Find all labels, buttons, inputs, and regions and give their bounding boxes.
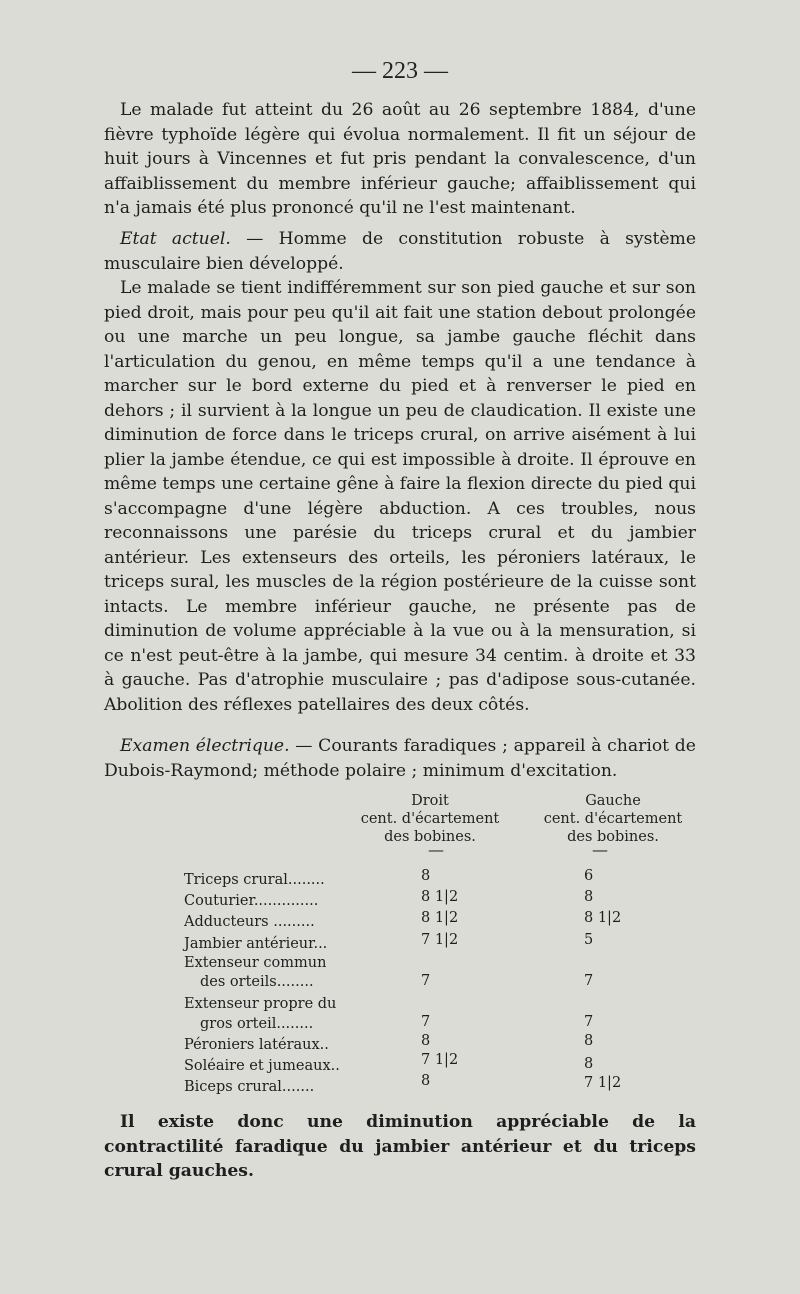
etat-actuel-text: — Homme de constitution robuste à système musculaire bien développé.: [104, 229, 696, 274]
table-row-muscle: Extenseur propre du: [184, 996, 337, 1012]
paragraph-conclusion: Il existe donc une diminution appréciable de la contractilité faradique du jambier antérieur et du triceps crural gauches.: [104, 1112, 696, 1181]
table-cell-gauche: 8: [584, 1033, 594, 1049]
table-cell-gauche: 7 1|2: [584, 1075, 622, 1091]
table-cell-gauche: 8: [584, 889, 594, 905]
examen-text: — Courants faradiques ; appareil à chariot de Dubois-Raymond; méthode polaire ; minimum d'excitation.: [104, 736, 696, 781]
head-droit-line3: des bobines.: [384, 829, 476, 845]
paragraph-history: Le malade fut atteint du 26 août au 26 septembre 1884, d'une fièvre typhoïde légère qui évolua normalement. Il fit un séjour de huit jours à Vincennes et fut pris pendant la convalescence, d'un affaiblissement du membre inférieur gauche; affaiblissement qui n'a jamais été plus prononcé qu'il ne l'est maintenant.: [104, 100, 696, 218]
table-row-muscle: Jambier antérieur...: [184, 936, 328, 952]
paragraph-symptoms: Le malade se tient indifféremment sur son pied gauche et sur son pied droit, mais pour peu qu'il ait fait une station debout prolongée ou une marche un peu longue, sa jambe gauche fléchit dans l'articulation du genou, en même temps qu'il a une tendance à marcher sur le bord externe du pied et à renverser le pied en dehors ; il survient à la longue un peu de claudication. Il existe une diminution de force dans le triceps crural, on arrive aisément à lui plier la jambe étendue, ce qui est impossible à droite. Il éprouve en même temps une certaine gêne à faire la flexion directe du pied qui s'accompagne d'une légère abduction. A ces troubles, nous reconnaissons une parésie du triceps crural et du jambier antérieur. Les extenseurs des orteils, les péroniers latéraux, le triceps sural, les muscles de la région postérieure de la cuisse sont intacts. Le membre inférieur gauche, ne présente pas de diminution de volume appréciable à la vue ou à la mensuration, si ce n'est peut-être à la jambe, qui mesure 34 centim. à droite et 33 à gauche. Pas d'atrophie musculaire ; pas d'adipose sous-cutanée. Abolition des réflexes patellaires des deux côtés.: [104, 278, 696, 715]
table-cell-droit: 7: [421, 1014, 431, 1030]
table-cell-droit: 7 1|2: [421, 1052, 459, 1068]
dash-droit: —: [428, 840, 444, 859]
table-row-muscle: Biceps crural.......: [184, 1079, 315, 1095]
table-cell-droit: 7: [421, 973, 431, 989]
table-row-muscle: Extenseur commun: [184, 955, 327, 971]
table-cell-gauche: 7: [584, 973, 594, 989]
table-row-muscle: Soléaire et jumeaux..: [184, 1058, 340, 1074]
table-cell-droit: 8 1|2: [421, 910, 459, 926]
head-gauche-line3: des bobines.: [567, 829, 659, 845]
head-droit-line2: cent. d'écartement: [360, 811, 500, 827]
examen-label: Examen électrique.: [120, 736, 290, 756]
table-cell-droit: 8: [421, 1033, 431, 1049]
dash-gauche: —: [592, 840, 608, 859]
head-gauche-line2: cent. d'écartement: [543, 811, 683, 827]
table-cell-gauche: 8 1|2: [584, 910, 622, 926]
table-cell-droit: 8: [421, 1073, 431, 1089]
table-row-muscle: Péroniers latéraux..: [184, 1037, 329, 1053]
table-row-muscle-cont: des orteils........: [200, 974, 314, 990]
table-cell-droit: 8 1|2: [421, 889, 459, 905]
table-row-muscle: Triceps crural........: [184, 872, 325, 888]
table-row-muscle: Couturier..............: [184, 893, 319, 909]
table-cell-gauche: 5: [584, 932, 594, 948]
table-cell-gauche: 8: [584, 1056, 594, 1072]
page-number: — 223 —: [352, 58, 448, 84]
table-cell-droit: 8: [421, 868, 431, 884]
table-row-muscle-cont: gros orteil........: [200, 1016, 314, 1032]
table-cell-gauche: 6: [584, 868, 594, 884]
head-gauche-title: Gauche: [585, 793, 641, 809]
table-row-muscle: Adducteurs .........: [184, 914, 315, 930]
etat-actuel-label: Etat actuel.: [120, 229, 231, 249]
table-cell-gauche: 7: [584, 1014, 594, 1030]
table-cell-droit: 7 1|2: [421, 932, 459, 948]
head-droit-title: Droit: [411, 793, 449, 809]
